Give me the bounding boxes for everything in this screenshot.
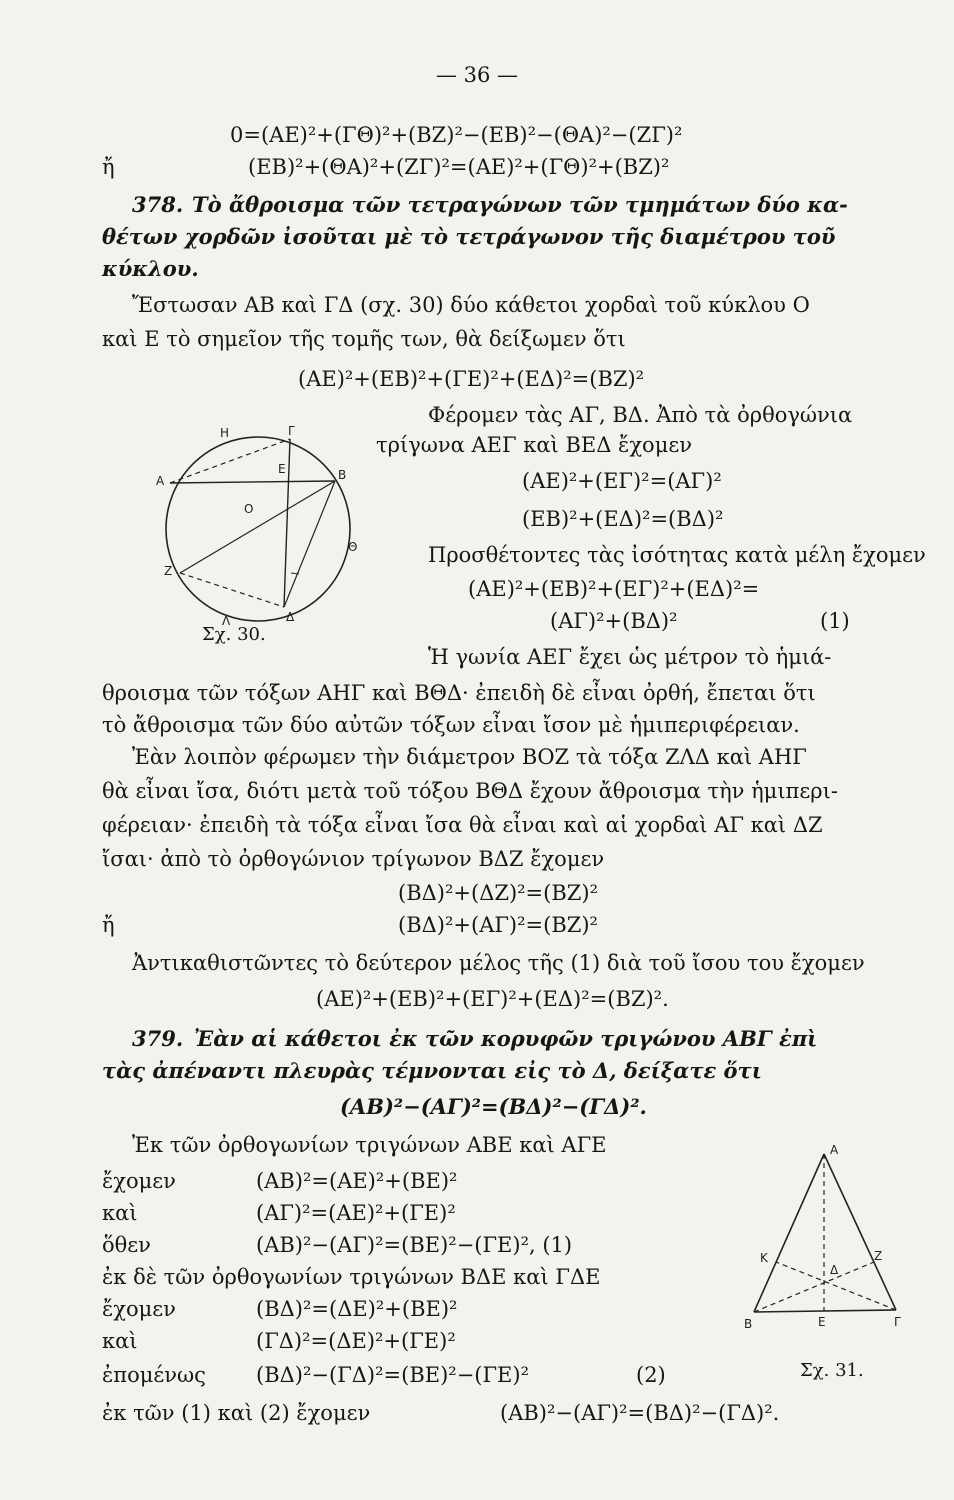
problem-378-eq-7: (ΒΔ)²+(ΑΓ)²=(ΒΖ)² [398, 913, 598, 937]
fig31-label-d: Δ [830, 1263, 839, 1277]
problem-378-text-9: Ἐὰν λοιπὸν φέρωμεν τὴν διάμετρον ΒΟΖ τὰ τόξα ΖΛΔ καὶ ΑΗΓ [132, 745, 807, 769]
page-number: — 36 — [435, 63, 519, 87]
fig31-label-g: Γ [894, 1315, 901, 1329]
fig30-chord-ab [170, 481, 335, 483]
problem-379-row2-1-label: ἔχομεν [102, 1297, 176, 1321]
problem-379-number: 379. [132, 1026, 184, 1051]
problem-378-text-1: Ἔστωσαν ΑΒ καὶ ΓΔ (σχ. 30) δύο κάθετοι χορδαὶ τοῦ κύκλου Ο [132, 293, 810, 317]
fig31-side-ab [754, 1154, 824, 1312]
problem-378-text-4: τρίγωνα ΑΕΓ καὶ ΒΕΔ ἔχομεν [376, 433, 692, 457]
figure-30-caption: Σχ. 30. [202, 624, 266, 645]
problem-378-title-3: κύκλου. [102, 256, 199, 281]
fig30-diameter-bz [180, 481, 335, 573]
problem-379-row-3-label: ὅθεν [102, 1233, 151, 1257]
fig31-side-ag [824, 1154, 896, 1310]
problem-379-row-2-label: καὶ [102, 1201, 138, 1225]
problem-378-eq-1: (ΑΕ)²+(ΕΒ)²+(ΓΕ)²+(ΕΔ)²=(ΒΖ)² [298, 367, 645, 391]
fig30-segment-ag [170, 439, 290, 483]
fig30-segment-zd [180, 573, 284, 607]
fig30-label-o: Ο [244, 502, 254, 516]
problem-378-title-1: Τὸ ἄθροισμα τῶν τετραγώνων τῶν τμημάτων δύο κα- [192, 192, 848, 217]
problem-379-row-3-eq: (ΑΒ)²−(ΑΓ)²=(ΒΕ)²−(ΓΕ)², (1) [256, 1233, 573, 1257]
fig30-label-b: Β [338, 468, 347, 482]
problem-378-text-13: Ἀντικαθιστῶντες τὸ δεύτερον μέλος τῆς (1) διὰ τοῦ ἴσου του ἔχομεν [132, 951, 865, 975]
problem-378-eq-5: (ΑΓ)²+(ΒΔ)² [550, 609, 678, 633]
problem-378-eq-3: (ΕΒ)²+(ΕΔ)²=(ΒΔ)² [522, 507, 724, 531]
figure-30-circle-chords [150, 425, 365, 635]
problem-378-title-2: θέτων χορδῶν ἰσοῦται μὲ τὸ τετράγωνον τῆς διαμέτρου τοῦ [102, 224, 836, 249]
fig30-label-h: Η [220, 426, 230, 440]
fig30-label-e: Ε [278, 462, 286, 476]
problem-379-text-2: ἐκ δὲ τῶν ὀρθογωνίων τριγώνων ΒΔΕ καὶ ΓΔΕ [102, 1265, 601, 1289]
fig30-label-l: Λ [222, 614, 231, 628]
problem-378-text-7: θροισμα τῶν τόξων ΑΗΓ καὶ ΒΘΔ· ἐπειδὴ δὲ εἶναι ὀρθή, ἔπεται ὅτι [102, 681, 816, 705]
fig30-segment-bd [284, 481, 335, 607]
problem-378-eq-2: (ΑΕ)²+(ΕΓ)²=(ΑΓ)² [522, 469, 722, 493]
fig31-label-a: Α [830, 1143, 839, 1157]
figure-31-triangle-altitudes [738, 1140, 908, 1335]
fig30-label-a: Α [156, 474, 165, 488]
problem-378-eq-4: (ΑΕ)²+(ΕΒ)²+(ΕΓ)²+(ΕΔ)²= [468, 577, 760, 601]
problem-379-row2-2-eq: (ΓΔ)²=(ΔΕ)²+(ΓΕ)² [256, 1329, 456, 1353]
problem-379-row2-2-label: καὶ [102, 1329, 138, 1353]
problem-378-eq-8: (ΑΕ)²+(ΕΒ)²+(ΕΓ)²+(ΕΔ)²=(ΒΖ)². [316, 987, 669, 1011]
problem-379-row2-tag: (2) [636, 1363, 666, 1387]
fig30-circle [166, 437, 350, 621]
problem-379-title-1: Ἐὰν αἱ κάθετοι ἐκ τῶν κορυφῶν τριγώνου ΑΒΓ ἐπὶ [194, 1026, 818, 1051]
equation-top-1: 0=(ΑΕ)²+(ΓΘ)²+(ΒΖ)²−(ΕΒ)²−(ΘΑ)²−(ΖΓ)² [230, 123, 683, 147]
fig31-label-k: Κ [760, 1251, 768, 1265]
fig31-label-e: Ε [818, 1315, 826, 1329]
problem-378-text-3: Φέρομεν τὰς ΑΓ, ΒΔ. Ἀπὸ τὰ ὀρθογώνια [428, 403, 853, 427]
problem-379-row2-3-eq: (ΒΔ)²−(ΓΔ)²=(ΒΕ)²−(ΓΕ)² [256, 1363, 529, 1387]
fig30-label-d: Δ [286, 610, 295, 624]
problem-379-title-2: τὰς ἀπέναντι πλευρὰς τέμνονται εἰς τὸ Δ, δείξατε ὅτι [102, 1058, 762, 1083]
problem-379-row2-1-eq: (ΒΔ)²=(ΔΕ)²+(ΒΕ)² [256, 1297, 458, 1321]
problem-379-text-1: Ἐκ τῶν ὀρθογωνίων τριγώνων ΑΒΕ καὶ ΑΓΕ [132, 1133, 607, 1157]
problem-378-text-6: Ἡ γωνία ΑΕΓ ἔχει ὡς μέτρον τὸ ἡμιά- [428, 645, 832, 669]
problem-378-eq-6: (ΒΔ)²+(ΔΖ)²=(ΒΖ)² [398, 881, 598, 905]
fig31-side-bg [754, 1310, 896, 1312]
problem-379-final-eq: (ΑΒ)²−(ΑΓ)²=(ΒΔ)²−(ΓΔ)². [500, 1401, 780, 1425]
fig31-label-z: Ζ [874, 1249, 883, 1263]
problem-379-row-1-label: ἔχομεν [102, 1169, 176, 1193]
problem-378-number: 378. [132, 192, 184, 217]
problem-378-text-10: θὰ εἶναι ἴσα, διότι μετὰ τοῦ τόξου ΒΘΔ ἔχουν ἄθροισμα τὴν ἡμιπερι- [102, 779, 838, 803]
problem-378-text-8: τὸ ἄθροισμα τῶν δύο αὐτῶν τόξων εἶναι ἴσον μὲ ἡμιπεριφέρειαν. [102, 713, 800, 737]
problem-378-text-2: καὶ Ε τὸ σημεῖον τῆς τομῆς των, θὰ δείξωμεν ὅτι [102, 327, 626, 351]
problem-379-final-label: ἐκ τῶν (1) καὶ (2) ἔχομεν [102, 1401, 371, 1425]
problem-379-row-1-eq: (ΑΒ)²=(ΑΕ)²+(ΒΕ)² [256, 1169, 458, 1193]
problem-379-row-2-eq: (ΑΓ)²=(ΑΕ)²+(ΓΕ)² [256, 1201, 456, 1225]
problem-378-text-12: ἴσαι· ἀπὸ τὸ ὀρθογώνιον τρίγωνον ΒΔΖ ἔχομεν [102, 847, 605, 871]
fig30-label-z: Ζ [164, 564, 173, 578]
problem-378-text-5: Προσθέτοντες τὰς ἰσότητας κατὰ μέλη ἔχομεν [428, 543, 926, 567]
problem-378-text-11: φέρειαν· ἐπειδὴ τὰ τόξα εἶναι ἴσα θὰ εἶναι καὶ αἱ χορδαὶ ΑΓ καὶ ΔΖ [102, 813, 823, 837]
problem-379-row2-3-label: ἐπομένως [102, 1363, 206, 1387]
problem-378-eq-7-prefix: ἤ [102, 913, 115, 937]
problem-378-eq-5-tag: (1) [820, 609, 850, 633]
fig30-label-th: Θ [348, 540, 358, 554]
figure-31-caption: Σχ. 31. [800, 1360, 864, 1381]
fig30-label-g: Γ [288, 425, 295, 438]
equation-top-2-prefix: ἤ [102, 155, 115, 179]
equation-top-2: (ΕΒ)²+(ΘΑ)²+(ΖΓ)²=(ΑΕ)²+(ΓΘ)²+(ΒΖ)² [248, 155, 670, 179]
fig31-label-b: Β [744, 1317, 753, 1331]
problem-379-title-eq: (ΑΒ)²−(ΑΓ)²=(ΒΔ)²−(ΓΔ)². [340, 1094, 647, 1119]
